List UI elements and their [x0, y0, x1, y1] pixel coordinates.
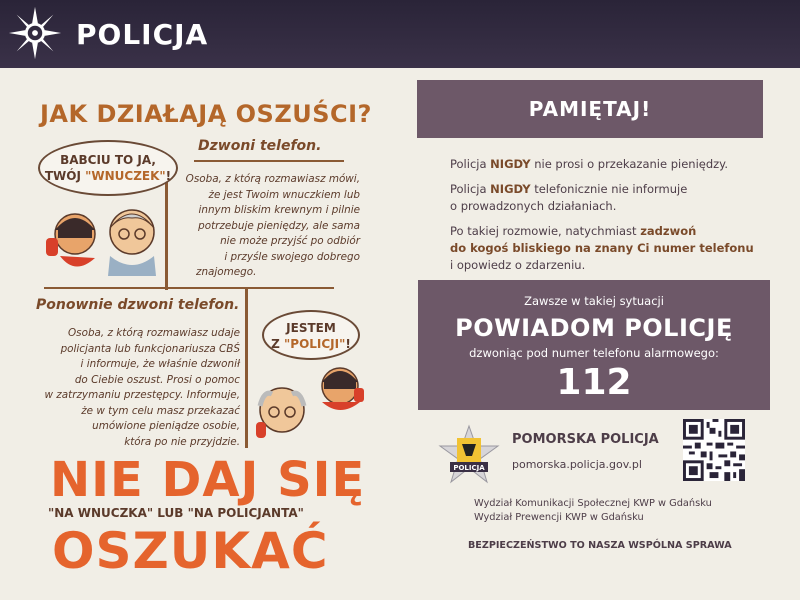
- box-headline: POWIADOM POLICJĘ: [455, 314, 733, 342]
- bubble-line: [40, 168, 176, 184]
- info-line-5: [450, 240, 754, 257]
- text-line: że jest Twoim wnuczkiem lub: [208, 188, 360, 201]
- emphasis: NIGDY: [490, 182, 531, 196]
- slogan-top: NIE DAJ SIĘ: [50, 452, 366, 508]
- text-line: innym bliskim krewnym i pilnie: [198, 204, 360, 216]
- box-instruction: dzwoniąc pod numer telefonu alarmowego:: [469, 346, 719, 360]
- bubble-text: TWÓJ: [44, 169, 86, 183]
- speech-bubble-police: [262, 310, 360, 360]
- bubble-text: !: [165, 169, 172, 183]
- slogan-middle: "NA WNUCZKA" LUB "NA POLICJANTA": [48, 506, 304, 520]
- emphasis: do kogoś bliskiego na znany Ci numer telefonu: [450, 241, 754, 255]
- emergency-number: 112: [556, 362, 632, 403]
- top-bar: [0, 0, 800, 68]
- text-line: umówione pieniądze osobie,: [92, 420, 240, 432]
- text-line: znajomego.: [196, 266, 257, 278]
- description-call-1: [174, 172, 360, 281]
- bubble-line: BABCIU TO JA,: [60, 153, 156, 167]
- info-line-3: o prowadzonych działaniach.: [450, 199, 617, 213]
- divider: [194, 160, 344, 162]
- organization-name: POMORSKA POLICJA: [512, 432, 659, 447]
- divider: [245, 288, 248, 448]
- speech-bubble-grandson: [38, 140, 178, 196]
- department-2: Wydział Prewencji KWP w Gdańsku: [474, 512, 644, 523]
- thief-grandma-illustration: [40, 196, 170, 276]
- text-line: w zatrzymaniu przestępcy. Informuje,: [44, 389, 240, 401]
- text: nie prosi o przekazanie pieniędzy.: [530, 157, 729, 171]
- police-star-icon: [6, 4, 64, 62]
- info-line-6: i opowiedz o zdarzeniu.: [450, 258, 586, 272]
- bubble-line: [264, 336, 358, 352]
- info-line-4: [450, 223, 696, 240]
- bubble-bold: "WNUCZEK": [85, 169, 166, 183]
- subheading-call-1: Dzwoni telefon.: [198, 138, 322, 154]
- grandpa-thief-illustration: [250, 360, 370, 450]
- subheading-call-2: Ponownie dzwoni telefon.: [36, 297, 240, 313]
- text-line: potrzebuje pieniędzy, ale sama: [198, 219, 360, 232]
- text-line: która po nie przyjdzie.: [124, 435, 240, 448]
- bubble-line: JESTEM: [286, 321, 336, 335]
- description-call-2: [44, 326, 240, 450]
- bubble-bold: "POLICJI": [284, 337, 346, 351]
- slogan-bottom: OSZUKAĆ: [52, 522, 329, 580]
- text: Po takiej rozmowie, natychmiast: [450, 224, 641, 238]
- emphasis: NIGDY: [490, 157, 531, 171]
- brand-name: POLICJA: [76, 18, 209, 51]
- call-police-box: [418, 280, 770, 410]
- text-line: nie może przyjść po odbiór: [220, 235, 360, 247]
- bubble-text: Z: [271, 337, 285, 351]
- box-intro: Zawsze w takiej sytuacji: [524, 294, 664, 308]
- bubble-text: !: [345, 337, 351, 351]
- text-line: do Ciebie oszust. Prosi o pomoc: [74, 373, 240, 386]
- text-line: że w tym celu masz przekazać: [81, 404, 240, 417]
- pomorska-police-badge-icon: [436, 424, 502, 490]
- department-1: Wydział Komunikacji Społecznej KWP w Gdańsku: [474, 498, 712, 509]
- qr-code: [683, 419, 745, 481]
- remember-banner: PAMIĘTAJ!: [417, 80, 763, 138]
- text-line: Osoba, z którą rozmawiasz mówi,: [185, 173, 360, 185]
- text-line: policjanta lub funkcjonariusza CBŚ: [60, 342, 240, 355]
- text: telefonicznie nie informuje: [530, 182, 688, 196]
- info-line-1: [450, 156, 728, 173]
- info-line-2: [450, 181, 687, 198]
- badge-label: POLICJA: [453, 464, 485, 472]
- text: Policja: [450, 182, 491, 196]
- motto: BEZPIECZEŃSTWO TO NASZA WSPÓLNA SPRAWA: [468, 540, 732, 551]
- text-line: i przyśle swojego dobrego: [224, 250, 360, 263]
- organization-url: pomorska.policja.gov.pl: [512, 458, 642, 471]
- divider: [44, 287, 334, 289]
- emphasis: zadzwoń: [640, 224, 697, 238]
- text-line: Osoba, z którą rozmawiasz udaje: [68, 327, 240, 339]
- text: Policja: [450, 157, 491, 171]
- text-line: i informuje, że właśnie dzwonił: [80, 358, 240, 370]
- left-heading: JAK DZIAŁAJĄ OSZUŚCI?: [40, 100, 372, 128]
